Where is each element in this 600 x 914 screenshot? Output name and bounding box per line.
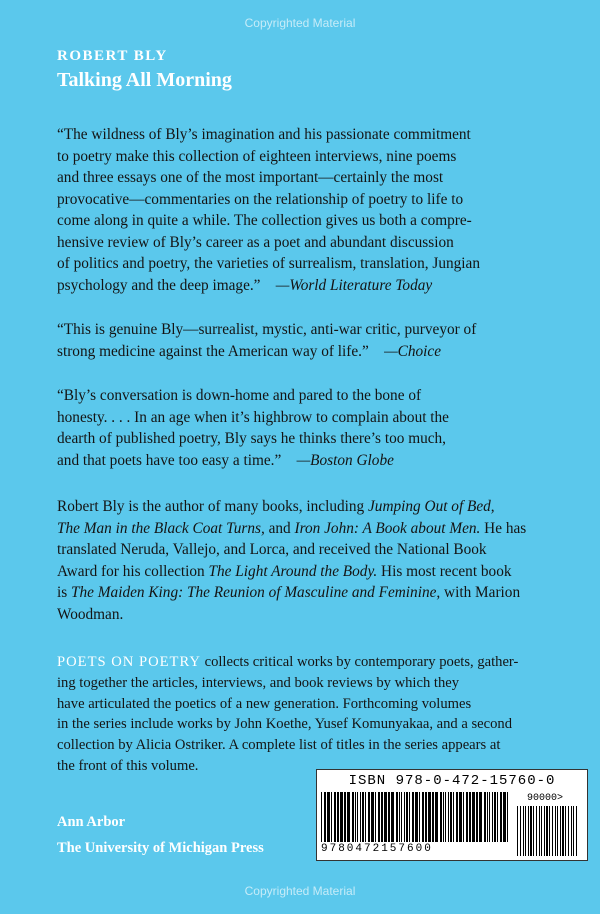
quote-text: and that poets have too easy a time.” xyxy=(57,451,282,469)
quote-line-last xyxy=(57,275,557,297)
barcode-bar xyxy=(428,792,431,842)
bio-text: is xyxy=(57,584,72,601)
barcode-bar xyxy=(466,792,468,842)
barcode-bar xyxy=(435,792,438,842)
barcode-bar xyxy=(571,806,572,856)
barcode-bar xyxy=(371,792,374,842)
barcode-bar xyxy=(453,792,454,842)
series-line: have articulated the poetics of a new generation. Forthcoming volumes xyxy=(57,695,472,712)
ean-barcode-icon xyxy=(321,792,511,842)
quote-line: “Bly’s conversation is down-home and pared to the bone of xyxy=(57,387,422,404)
quote-line: honesty. . . . In an age when it’s highbrow to complain about the xyxy=(57,408,449,426)
quote-line: of politics and poetry, the varieties of surrealism, translation, Jungian xyxy=(57,255,480,272)
barcode-bar xyxy=(432,792,434,842)
bio-text: He has xyxy=(480,519,527,537)
series-text: collects critical works by contemporary poets, gather- xyxy=(200,654,519,670)
publisher-city: Ann Arbor xyxy=(57,814,126,830)
quote-line: provocative—commentaries on the relationship of poetry to life to xyxy=(57,190,464,208)
price-barcode-icon xyxy=(517,806,579,856)
barcode-bar xyxy=(492,792,493,842)
review-quote-3 xyxy=(57,385,557,471)
barcode-bar xyxy=(422,792,424,842)
barcode-bar xyxy=(489,792,490,842)
quote-text: psychology and the deep image.” xyxy=(57,276,261,294)
barcode-bar xyxy=(378,792,380,842)
quote-line: to poetry make this collection of eighteen interviews, nine poems xyxy=(57,147,457,165)
barcode-bar xyxy=(528,806,529,856)
bio-line: translated Neruda, Vallejo, and Lorca, and received the National Book xyxy=(57,541,487,558)
quote-line: “The wildness of Bly’s imagination and his passionate commitment xyxy=(57,126,471,143)
barcode-bar xyxy=(362,792,364,842)
barcode-bar xyxy=(544,806,545,856)
barcode-bar xyxy=(487,792,488,842)
isbn-label: ISBN 978-0-472-15760-0 xyxy=(348,773,556,789)
barcode-bar xyxy=(412,792,414,842)
book-title-ref: The Light Around the Body. xyxy=(208,562,378,580)
barcode-bar xyxy=(552,806,553,856)
barcode-bar xyxy=(459,792,462,842)
barcode-bar xyxy=(463,792,464,842)
barcode-bar xyxy=(469,792,471,842)
quote-line: “This is genuine Bly—surrealist, mystic, anti-war critic, purveyor of xyxy=(57,321,477,338)
barcode-bar xyxy=(472,792,475,842)
bio-line xyxy=(57,496,557,518)
barcode-bar xyxy=(507,792,508,842)
barcode-bar xyxy=(539,806,540,856)
barcode-bar xyxy=(365,792,366,842)
barcode-bar xyxy=(419,792,420,842)
ean-digits: 9780472157600 xyxy=(321,843,433,855)
barcode-bar xyxy=(497,792,498,842)
book-title-ref: Jumping Out of Bed, xyxy=(368,498,495,515)
barcode-bar xyxy=(415,792,418,842)
barcode-bar xyxy=(549,806,550,856)
barcode-bar xyxy=(536,806,537,856)
barcode-bar xyxy=(399,792,400,842)
publisher-name: The University of Michigan Press xyxy=(57,840,264,856)
barcode-bar xyxy=(406,792,408,842)
quote-line-last xyxy=(57,341,557,363)
bio-line xyxy=(57,518,557,540)
barcode-bar xyxy=(517,806,518,856)
barcode-bar xyxy=(445,792,446,842)
series-line: collection by Alicia Ostriker. A complete list of titles in the series appears at xyxy=(57,737,501,754)
barcode-bar xyxy=(503,792,506,842)
series-line: the front of this volume. xyxy=(57,757,199,774)
bio-text: with Marion xyxy=(440,584,521,601)
barcode-bar xyxy=(576,806,577,856)
watermark-bottom: Copyrighted Material xyxy=(244,884,356,898)
barcode-bar xyxy=(357,792,358,842)
barcode-bar xyxy=(440,792,442,842)
barcode-bar xyxy=(494,792,496,842)
barcode-bar xyxy=(321,792,322,842)
barcode-bar xyxy=(541,806,542,856)
bio-line xyxy=(57,561,557,583)
quote-source: —Boston Globe xyxy=(296,451,394,469)
barcode-bar xyxy=(555,806,556,856)
book-title-ref: The Maiden King: The Reunion of Masculine and Feminine, xyxy=(71,584,441,601)
barcode-bar xyxy=(456,792,458,842)
barcode-bar xyxy=(560,806,561,856)
barcode-bar xyxy=(546,806,548,856)
book-title-ref: The Man in the Black Coat Turns, xyxy=(57,519,265,537)
barcode-bar xyxy=(352,792,354,842)
barcode-bar xyxy=(568,806,569,856)
series-line: in the series include works by John Koethe, Yusef Komunyakaa, and a second xyxy=(57,716,512,733)
watermark-top: Copyrighted Material xyxy=(244,16,356,30)
bio-text: His most recent book xyxy=(377,562,512,580)
quote-text: strong medicine against the American way of life.” xyxy=(57,342,369,360)
quote-source: —Choice xyxy=(384,342,442,360)
barcode-bar xyxy=(331,792,332,842)
bio-text: and xyxy=(264,519,295,537)
isbn-barcode xyxy=(316,769,588,861)
barcode-bar xyxy=(344,792,346,842)
bio-line: Woodman. xyxy=(57,605,124,623)
barcode-bar xyxy=(340,792,343,842)
series-name: POETS ON POETRY xyxy=(57,654,201,670)
series-blurb xyxy=(57,652,557,777)
author-bio xyxy=(57,496,557,625)
barcode-bar xyxy=(450,792,452,842)
barcode-bar xyxy=(565,806,566,856)
quote-line: dearth of published poetry, Bly says he thinks there’s too much, xyxy=(57,430,447,447)
review-quote-2 xyxy=(57,319,557,362)
review-quote-1 xyxy=(57,124,557,296)
barcode-bar xyxy=(324,792,326,842)
quote-line: and three essays one of the most important—certainly the most xyxy=(57,169,444,186)
barcode-bar xyxy=(562,806,564,856)
barcode-bar xyxy=(381,792,383,842)
barcode-bar xyxy=(360,792,361,842)
barcode-bar xyxy=(388,792,390,842)
barcode-bar xyxy=(448,792,449,842)
barcode-bar xyxy=(425,792,427,842)
barcode-bar xyxy=(384,792,387,842)
quote-line: come along in quite a while. The collection gives us both a compre- xyxy=(57,212,472,229)
book-title: Talking All Morning xyxy=(57,69,232,91)
barcode-bar xyxy=(523,806,524,856)
author-name: ROBERT BLY xyxy=(57,48,168,64)
barcode-bar xyxy=(557,806,558,856)
quote-source: —World Literature Today xyxy=(275,276,433,294)
barcode-bar xyxy=(520,806,521,856)
series-line xyxy=(57,652,557,673)
barcode-bar xyxy=(500,792,502,842)
barcode-bar xyxy=(401,792,402,842)
barcode-bar xyxy=(409,792,410,842)
barcode-bar xyxy=(347,792,350,842)
barcode-bar xyxy=(530,806,532,856)
barcode-bar xyxy=(443,792,444,842)
barcode-bar xyxy=(368,792,370,842)
bio-line xyxy=(57,582,557,604)
price-code: 90000> xyxy=(527,793,564,804)
barcode-bar xyxy=(404,792,405,842)
barcode-bar xyxy=(484,792,486,842)
quote-line-last xyxy=(57,450,557,472)
quote-line: hensive review of Bly’s career as a poet and abundant discussion xyxy=(57,233,454,251)
barcode-bar xyxy=(334,792,336,842)
bio-text: Award for his collection xyxy=(57,562,209,580)
book-title-ref: Iron John: A Book about Men. xyxy=(294,519,481,537)
barcode-bar xyxy=(573,806,574,856)
barcode-bar xyxy=(396,792,398,842)
bio-text: Robert Bly is the author of many books, including xyxy=(57,498,369,515)
barcode-bar xyxy=(391,792,394,842)
barcode-bar xyxy=(327,792,330,842)
barcode-bar xyxy=(479,792,482,842)
series-line: ing together the articles, interviews, and book reviews by which they xyxy=(57,674,460,691)
barcode-bar xyxy=(533,806,534,856)
barcode-bar xyxy=(476,792,478,842)
barcode-bar xyxy=(375,792,376,842)
barcode-bar xyxy=(337,792,339,842)
barcode-bar xyxy=(355,792,356,842)
barcode-bar xyxy=(525,806,526,856)
